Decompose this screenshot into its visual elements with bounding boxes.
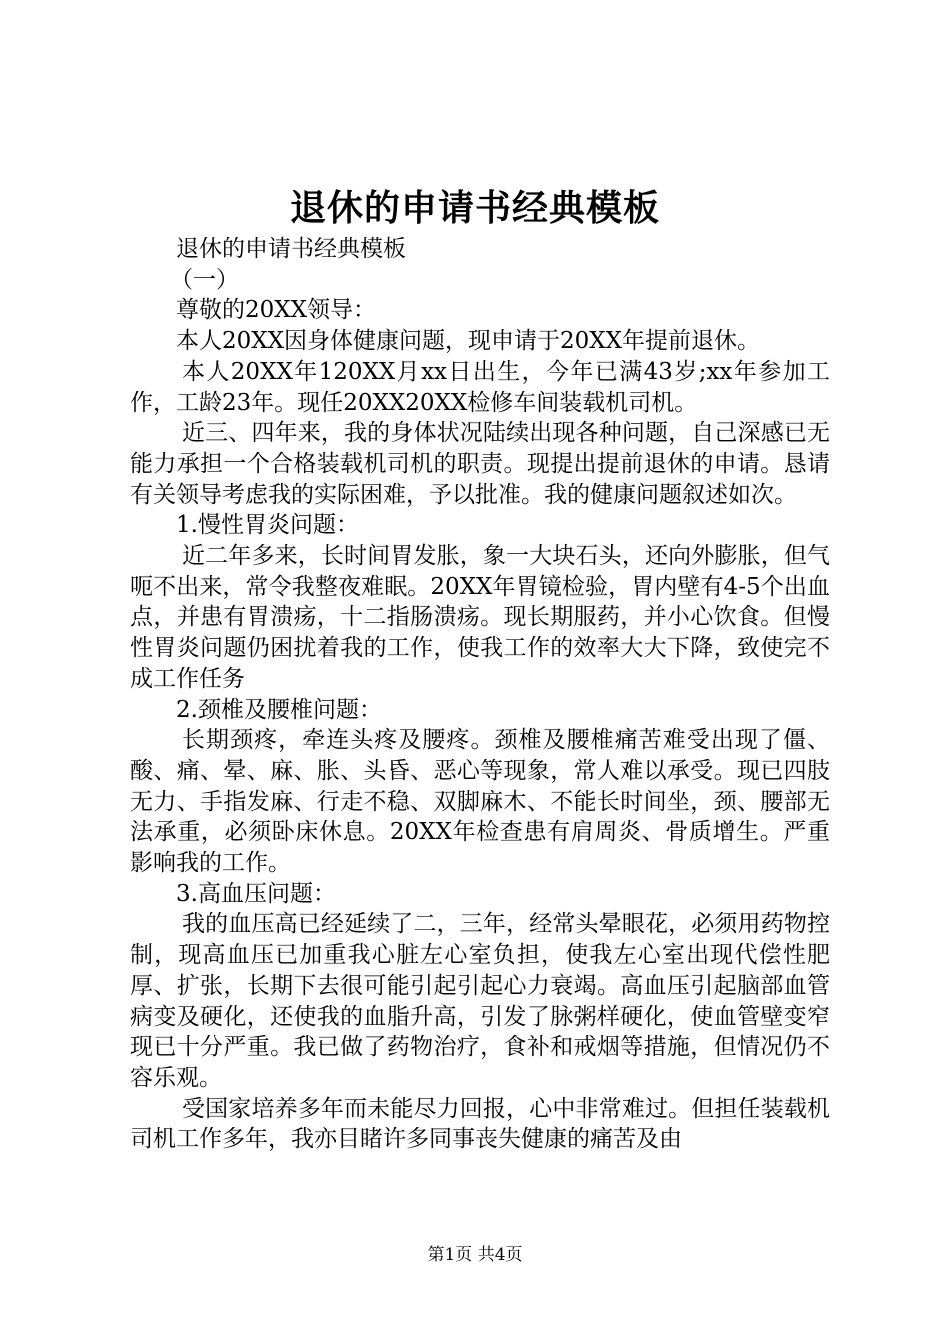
body-paragraph: 本人20XX年120XX月xx日出生，今年已满43岁;xx年参加工作，工龄23年。现任20XX20XX检修车间装载机司机。 [130,358,830,416]
body-paragraph: 受国家培养多年而未能尽力回报，心中非常难过。但担任装载机司机工作多年，我亦目睹许多同事丧失健康的痛苦及由 [130,1095,830,1153]
body-paragraph: 近三、四年来，我的身体状况陆续出现各种问题，自己深感已无能力承担一个合格装载机司机的职责。现提出提前退休的申请。恳请有关领导考虑我的实际困难，予以批准。我的健康问题叙述如次。 [130,420,830,508]
section-heading: 2.颈椎及腰椎问题： [176,696,382,723]
section-number-paragraph: （一） [170,266,239,293]
body-paragraph: 本人20XX因身体健康问题，现申请于20XX年提前退休。 [176,328,761,355]
salutation-paragraph: 尊敬的20XX领导： [176,297,377,324]
body-paragraph: 我的血压高已经延续了二，三年，经常头晕眼花，必须用药物控制，现高血压已加重我心脏左心室负担，使我左心室出现代偿性肥厚、扩张，长期下去很可能引起引起心力衰竭。高血压引起脑部血管病变及硬化，还使我的血脂升高，引发了脉粥样硬化，使血管壁变窄现已十分严重。我已做了药物治疗，食补和戒烟等措施，但情况仍不容乐观。 [130,911,830,1091]
section-heading: 1.慢性胃炎问题： [176,512,359,539]
page-number-footer: 第1页 共4页 [427,1245,523,1265]
document-body [130,234,830,1155]
section-heading: 3.高血压问题： [176,880,336,907]
subtitle-paragraph: 退休的申请书经典模板 [176,236,406,262]
body-paragraph: 长期颈疼，牵连头疼及腰疼。颈椎及腰椎痛苦难受出现了僵、酸、痛、晕、麻、胀、头昏、恶心等现象，常人难以承受。现已四肢无力、手指发麻、行走不稳、双脚麻木、不能长时间坐，颈、腰部无法承重，必须卧床休息。20XX年检查患有肩周炎、骨质增生。严重影响我的工作。 [130,727,830,877]
document-title: 退休的申请书经典模板 [289,187,660,229]
body-paragraph: 近二年多来，长时间胃发胀，象一大块石头，还向外膨胀，但气呃不出来，常令我整夜难眠。20XX年胃镜检验，胃内壁有4-5个出血点，并患有胃溃疡，十二指肠溃疡。现长期服药，并小心饮食。但慢性胃炎问题仍困扰着我的工作，使我工作的效率大大下降，致使完不成工作任务 [130,543,830,692]
